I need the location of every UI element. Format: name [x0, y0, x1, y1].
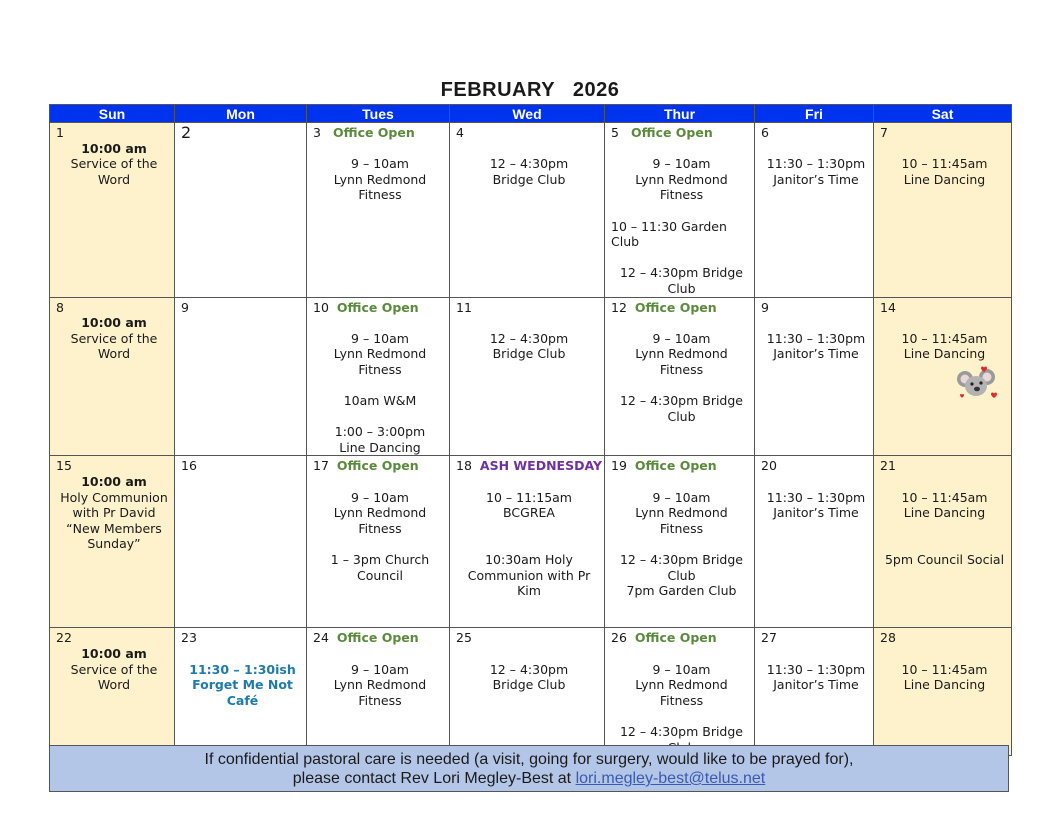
- event-text: 10am W&M: [343, 393, 417, 409]
- office-open-label: Office Open: [634, 630, 717, 646]
- event-time: 10:00 am: [81, 140, 147, 156]
- event-text: BCGREA: [503, 505, 555, 521]
- event-text: 10 – 11:45am: [901, 330, 988, 346]
- day-cell: [50, 456, 175, 628]
- event-text: Fitness: [659, 361, 704, 377]
- day-number: 26: [611, 630, 627, 646]
- event-text: Fitness: [659, 187, 704, 203]
- event-text: 12 – 4:30pm Bridge: [619, 724, 743, 740]
- koala-with-hearts-icon: [954, 364, 1000, 402]
- event-text: Fitness: [358, 692, 402, 708]
- day-number: 10: [313, 299, 329, 315]
- event-text: 12 – 4:30pm Bridge Club: [619, 265, 743, 296]
- day-number: 27: [761, 630, 777, 646]
- office-open-label: Office Open: [634, 458, 717, 474]
- event-text: 1 – 3pm Church Council: [330, 552, 430, 583]
- day-cell: [450, 628, 605, 756]
- office-open-label: Office Open: [333, 125, 415, 140]
- event-text: 10 – 11:30 Garden Club: [611, 218, 727, 250]
- day-cell: [50, 297, 175, 456]
- event-text: 11:30 – 1:30pm: [766, 489, 866, 505]
- event-text: 7pm Garden Club: [626, 583, 737, 599]
- office-open-label: Office Open: [336, 458, 419, 474]
- day-cell: [50, 123, 175, 298]
- day-cell: [307, 628, 450, 756]
- office-open-label: Office Open: [336, 299, 419, 315]
- event-text: 12 – 4:30pm: [489, 156, 569, 172]
- event-text: Holy Communion with Pr David “New Members Sunday”: [60, 489, 168, 552]
- event-text: Lynn Redmond: [333, 346, 427, 362]
- event-text: 10 – 11:45am: [901, 156, 988, 172]
- day-number: 2: [181, 123, 192, 142]
- day-cell: [874, 123, 1012, 298]
- event-text: Janitor’s Time: [773, 505, 859, 521]
- event-text: 5pm Council Social: [884, 552, 1005, 568]
- day-cell: [307, 456, 450, 628]
- event-text: Fitness: [358, 361, 402, 377]
- event-text: Lynn Redmond: [635, 171, 728, 187]
- day-number: 8: [56, 299, 64, 315]
- event-time: 10:00 am: [81, 315, 147, 331]
- event-text: Line Dancing: [903, 677, 986, 693]
- event-text: Janitor’s Time: [773, 677, 859, 693]
- event-text: 9 – 10am: [652, 489, 711, 505]
- office-open-label: Office Open: [336, 630, 419, 646]
- day-number: 25: [456, 630, 472, 646]
- day-number: 9: [181, 299, 189, 315]
- day-number: 17: [313, 458, 329, 474]
- calendar-title: FEBRUARY 2026: [440, 79, 620, 101]
- day-cell: [175, 123, 307, 298]
- day-number: 16: [181, 458, 197, 474]
- day-number: 7: [880, 125, 888, 140]
- day-number: 24: [313, 630, 329, 646]
- event-text: Bridge Club: [492, 171, 566, 187]
- event-text: 1:00 – 3:00pm: [334, 424, 426, 440]
- event-text: 9 – 10am: [652, 661, 711, 677]
- event-text: 11:30 – 1:30pm: [766, 330, 866, 346]
- day-number: 28: [880, 630, 896, 646]
- event-text: Service of the Word: [70, 661, 158, 693]
- event-text: Lynn Redmond: [333, 677, 427, 693]
- day-cell: [450, 456, 605, 628]
- weekday-mon: Mon: [175, 105, 307, 123]
- week-row: [50, 123, 1012, 298]
- event-text: 9 – 10am: [652, 330, 711, 346]
- day-number: 15: [56, 458, 72, 474]
- day-number: 5: [611, 125, 619, 140]
- day-cell: [307, 123, 450, 298]
- day-cell: [874, 628, 1012, 756]
- event-text: Line Dancing: [903, 346, 986, 362]
- event-text: 10 – 11:15am: [486, 489, 572, 505]
- footer-line-2: [50, 769, 1008, 788]
- day-cell: [605, 297, 755, 456]
- event-text: Fitness: [358, 187, 402, 203]
- day-cell: [605, 123, 755, 298]
- event-time: 10:00 am: [81, 646, 147, 662]
- day-number: 9: [761, 299, 769, 315]
- day-number: 4: [456, 125, 464, 140]
- event-text: Bridge Club: [492, 677, 566, 693]
- weekday-wed: Wed: [450, 105, 605, 123]
- event-text: Line Dancing: [339, 439, 421, 455]
- event-text: Lynn Redmond: [333, 505, 427, 521]
- day-cell: [175, 456, 307, 628]
- day-number: 12: [611, 299, 627, 315]
- office-open-label: Office Open: [634, 299, 717, 315]
- footer-line-1: If confidential pastoral care is needed (a visit, going for surgery, would like to be prayed for),: [204, 751, 854, 768]
- event-text: 9 – 10am: [351, 330, 409, 346]
- day-cell: [307, 297, 450, 456]
- event-text: 10:30am Holy Communion with Pr Kim: [467, 552, 591, 599]
- day-number: 18: [456, 458, 472, 474]
- ash-wednesday-label: ASH WEDNESDAY: [479, 458, 603, 474]
- event-text: 9 – 10am: [351, 661, 409, 677]
- event-text: 9 – 10am: [351, 156, 409, 172]
- event-text: Bridge Club: [492, 346, 566, 362]
- day-number: 21: [880, 458, 896, 474]
- day-number: 1: [56, 125, 64, 140]
- email-link[interactable]: lori.megley-best@telus.net: [575, 770, 766, 787]
- day-cell: [450, 297, 605, 456]
- event-time: 10:00 am: [81, 474, 147, 490]
- event-text: Fitness: [358, 520, 402, 536]
- event-text: 10 – 11:45am: [901, 489, 988, 505]
- day-cell: [450, 123, 605, 298]
- weekday-thu: Thur: [605, 105, 755, 123]
- event-text: Janitor’s Time: [773, 346, 859, 362]
- event-text: 11:30 – 1:30pm: [766, 661, 866, 677]
- day-cell: [175, 628, 307, 756]
- day-number: 3: [313, 125, 321, 140]
- event-text: 11:30 – 1:30pm: [766, 156, 866, 172]
- day-number: 11: [456, 299, 472, 315]
- week-row: [50, 628, 1012, 756]
- event-text: 9 – 10am: [652, 156, 711, 172]
- event-text: Fitness: [659, 520, 704, 536]
- event-text: Lynn Redmond: [635, 346, 728, 362]
- event-text: Line Dancing: [903, 171, 986, 187]
- event-text: 12 – 4:30pm Bridge Club: [619, 393, 743, 424]
- day-number: 22: [56, 630, 72, 646]
- day-cell: [50, 628, 175, 756]
- day-number: 23: [181, 630, 197, 646]
- event-text: Lynn Redmond: [635, 677, 728, 693]
- day-number: 20: [761, 458, 777, 474]
- event-text: 12 – 4:30pm: [489, 661, 569, 677]
- day-cell: [755, 628, 874, 756]
- weekday-tue: Tues: [307, 105, 450, 123]
- day-cell: [755, 123, 874, 298]
- day-cell: [605, 456, 755, 628]
- day-cell: [605, 628, 755, 756]
- event-text: 9 – 10am: [351, 489, 409, 505]
- week-row: [50, 456, 1012, 628]
- event-text: Service of the Word: [70, 330, 158, 362]
- calendar-grid: [49, 104, 1012, 756]
- pastoral-care-footer: [49, 745, 1009, 792]
- event-text: Line Dancing: [903, 505, 986, 521]
- event-text: 12 – 4:30pm: [489, 330, 569, 346]
- week-row: [50, 297, 1012, 456]
- footer-contact-text: please contact Rev Lori Megley-Best at: [292, 770, 576, 787]
- day-cell: [175, 297, 307, 456]
- weekday-header-row: [50, 105, 1012, 123]
- weekday-sat: Sat: [874, 105, 1012, 123]
- event-text: 10 – 11:45am: [901, 661, 988, 677]
- event-text: 12 – 4:30pm Bridge Club: [619, 552, 743, 583]
- day-cell: [874, 456, 1012, 628]
- day-number: 14: [880, 299, 896, 315]
- cafe-event-text: 11:30 – 1:30ish Forget Me Not Café: [189, 661, 296, 708]
- weekday-sun: Sun: [50, 105, 175, 123]
- day-number: 6: [761, 125, 769, 140]
- event-text: Fitness: [659, 692, 704, 708]
- event-text: Janitor’s Time: [773, 171, 859, 187]
- event-text: Lynn Redmond: [635, 505, 728, 521]
- weekday-fri: Fri: [755, 105, 874, 123]
- day-cell: [755, 297, 874, 456]
- day-cell: [755, 456, 874, 628]
- office-open-label: Office Open: [631, 125, 713, 140]
- event-text: Service of the Word: [70, 156, 158, 187]
- day-number: 19: [611, 458, 627, 474]
- event-text: Lynn Redmond: [333, 171, 427, 187]
